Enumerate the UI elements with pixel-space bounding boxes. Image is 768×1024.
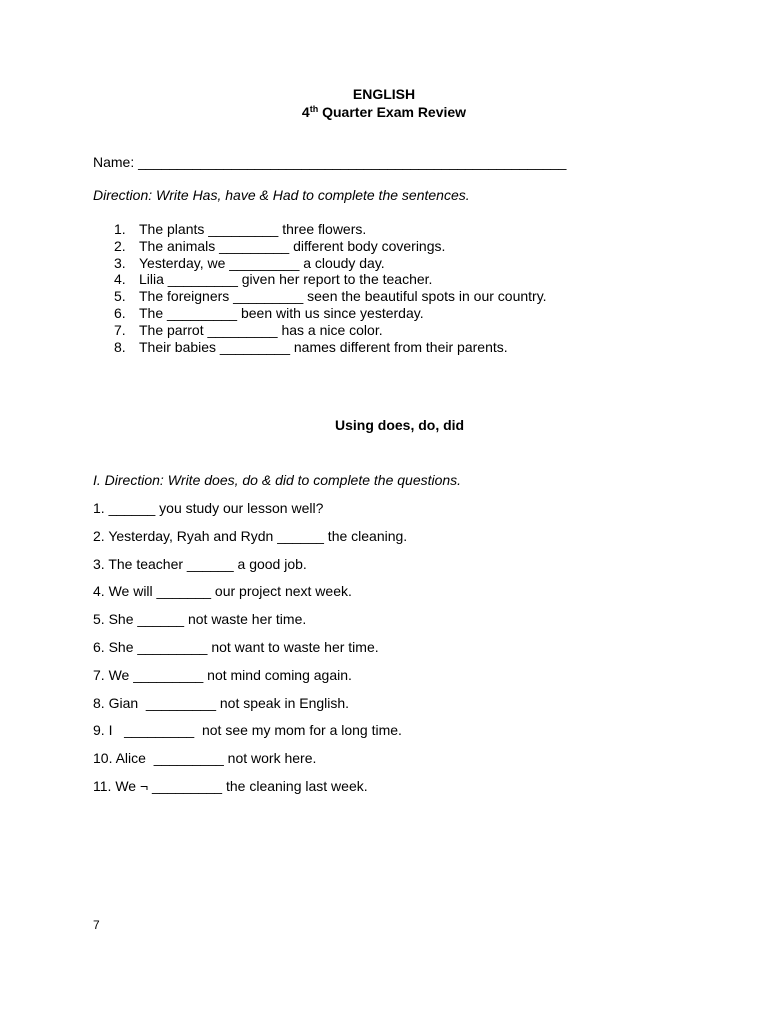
list-item: 6. She _________ not want to waste her time.	[93, 638, 379, 655]
item-text: The foreigners _________ seen the beautiful spots in our country.	[139, 288, 547, 305]
list-item	[114, 221, 547, 238]
list-item	[114, 238, 547, 255]
part1-direction: Direction: Write Has, have & Had to complete the sentences.	[93, 187, 470, 203]
list-item: 8. Gian _________ not speak in English.	[93, 694, 350, 711]
exam-title-number: 4	[301, 104, 310, 120]
list-item: 4. We will _______ our project next week.	[93, 583, 352, 600]
item-number: 8.	[114, 338, 126, 355]
item-text: The animals _________ different body coverings.	[139, 237, 446, 254]
item-number: 5.	[114, 288, 126, 305]
list-item: 1. ______ you study our lesson well?	[93, 500, 324, 516]
item-number: 7.	[114, 321, 126, 338]
item-text: Yesterday, we _________ a cloudy day.	[139, 254, 385, 271]
part2-question-list	[93, 500, 407, 806]
list-item	[114, 255, 547, 272]
part1-sentence-list	[114, 221, 547, 355]
subject-title: ENGLISH	[352, 86, 416, 102]
exam-title	[0, 104, 768, 120]
list-item	[114, 271, 547, 288]
item-text: Their babies _________ names different from their parents.	[139, 338, 508, 355]
item-text: The plants _________ three flowers.	[139, 221, 367, 237]
list-item: 10. Alice _________ not work here.	[93, 750, 317, 767]
list-item	[114, 288, 547, 305]
list-item: 2. Yesterday, Ryah and Rydn ______ the cleaning.	[93, 527, 408, 544]
list-item: 9. I _________ not see my mom for a long time.	[93, 722, 402, 739]
exam-title-text: Quarter Exam Review	[318, 104, 467, 120]
item-number: 2.	[114, 237, 126, 254]
item-number: 6.	[114, 304, 126, 321]
page-number: 7	[93, 918, 100, 932]
part2-direction: I. Direction: Write does, do & did to complete the questions.	[93, 472, 462, 488]
name-field: Name: _______________________________________________________	[93, 154, 567, 170]
list-item: 5. She ______ not waste her time.	[93, 611, 307, 628]
item-number: 4.	[114, 271, 126, 288]
list-item	[114, 339, 547, 356]
item-number: 3.	[114, 254, 126, 271]
exam-title-ordinal: th	[309, 104, 319, 114]
item-text: The _________ been with us since yesterday.	[139, 304, 424, 321]
list-item	[114, 322, 547, 339]
list-item: 11. We ¬ _________ the cleaning last week.	[93, 777, 368, 794]
item-number: 1.	[114, 221, 126, 237]
list-item	[114, 305, 547, 322]
list-item: 7. We _________ not mind coming again.	[93, 666, 352, 683]
item-text: The parrot _________ has a nice color.	[139, 321, 383, 338]
list-item: 3. The teacher ______ a good job.	[93, 555, 307, 572]
item-text: Lilia _________ given her report to the teacher.	[139, 271, 433, 288]
part2-section-title: Using does, do, did	[335, 417, 465, 433]
